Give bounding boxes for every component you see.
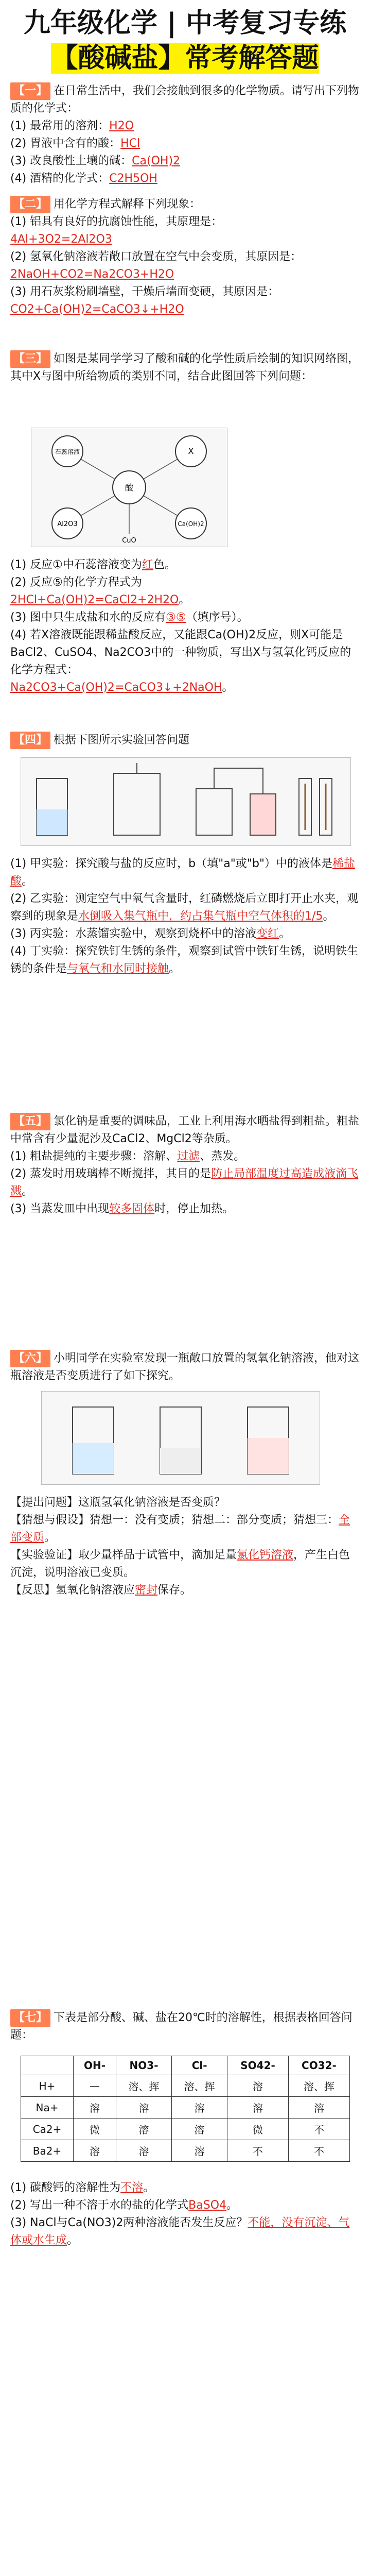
q5-item-tail: 、蒸发。 — [200, 1150, 245, 1163]
q7-item — [10, 2214, 360, 2249]
q1-item-answer: C2H5OH — [109, 172, 157, 185]
q1-tag: 【一】 — [10, 82, 50, 100]
q6-item — [10, 1582, 360, 1599]
table-cell: 溶 — [74, 2140, 116, 2162]
q7-item-tail: 。 — [67, 2234, 79, 2247]
q4-stem — [10, 732, 360, 749]
q3-stem-text: 如图是某同学学习了酸和碱的化学性质后绘制的知识网络图，其中X与图中所给物质的类别不同，结合此图回答下列问题： — [10, 352, 360, 383]
q5-item-answer: 防止局部温度过高造成液滴飞溅 — [10, 1167, 359, 1198]
q7-tag: 【七】 — [10, 2009, 50, 2027]
q2-answer — [10, 301, 360, 318]
q7-item — [10, 2179, 360, 2197]
q4-item-tail: 。 — [22, 875, 33, 888]
q5-item-text: (1) 粗盐提纯的主要步骤：溶解、 — [10, 1150, 178, 1163]
question-6 — [10, 1350, 360, 1385]
q3-tag: 【三】 — [10, 350, 50, 368]
table-cell: 溶 — [172, 2140, 227, 2162]
table-cell: 微 — [74, 2119, 116, 2140]
table-header-cell: SO42- — [227, 2056, 289, 2075]
q3-item-answer: 红 — [142, 558, 153, 571]
question-7 — [10, 2009, 360, 2044]
q5-item-tail: 时，停止加热。 — [154, 1202, 234, 1215]
q7-items — [10, 2179, 360, 2249]
q2-item — [10, 213, 360, 231]
q6-experiment-image — [41, 1391, 320, 1485]
q3-circle-label: Al2O3 — [57, 520, 78, 528]
q4-item — [10, 943, 360, 978]
q7-item-text: (2) 写出一种不溶于水的盐的化学式 — [10, 2199, 189, 2212]
q3-circle-label: Ca(OH)2 — [178, 520, 204, 528]
q4-stem-text: 根据下图所示实验回答问题 — [54, 734, 190, 747]
table-cell: 不 — [227, 2140, 289, 2162]
q4-item — [10, 855, 360, 890]
q1-item-answer: Ca(OH)2 — [132, 155, 181, 167]
table-cell: Ca2+ — [21, 2119, 74, 2140]
q4-item-tail: 。 — [323, 910, 334, 923]
q4-item-answer: 与氧气和水同时接触 — [67, 962, 169, 975]
q4-item — [10, 925, 360, 943]
q2-item-text: (3) 用石灰浆粉刷墙壁，干燥后墙面变硬，其原因是： — [10, 285, 279, 298]
q6-item-text: 【反思】氢氧化钠溶液应 — [10, 1584, 135, 1597]
q2-item-answer: CO2+Ca(OH)2=CaCO3↓+H2O — [10, 303, 184, 316]
q3-item — [10, 679, 360, 697]
q3-items — [10, 556, 360, 697]
q4-item-tail: 。 — [169, 962, 181, 975]
table-header-cell: CO32- — [288, 2056, 349, 2075]
subtitle-text: 【酸碱盐】常考解答题 — [51, 43, 319, 74]
q1-item-text: (1) 最常用的溶剂： — [10, 120, 110, 132]
q5-tag: 【五】 — [10, 1113, 50, 1130]
q1-item-text: (2) 胃液中含有的酸： — [10, 137, 121, 150]
q6-item — [10, 1547, 360, 1582]
q6-item-answer: 氯化钙溶液 — [237, 1549, 294, 1562]
q1-item-answer: HCl — [120, 137, 140, 150]
table-cell: 溶 — [288, 2097, 349, 2119]
q6-item-tail: ，产生白色沉淀，说明溶液已变质。 — [10, 1549, 350, 1579]
q7-stem-text: 下表是部分酸、碱、盐在20℃时的溶解性，根据表格回答问题： — [10, 2011, 353, 2042]
q3-network-diagram — [31, 428, 227, 547]
table-header-cell: OH- — [74, 2056, 116, 2075]
q5-item — [10, 1200, 360, 1218]
table-header-row — [21, 2056, 350, 2075]
table-header-cell — [21, 2056, 74, 2075]
page-subtitle — [10, 41, 360, 75]
table-row — [21, 2075, 350, 2097]
q7-item-answer: 不溶 — [120, 2181, 144, 2194]
q3-circle-label: 酸 — [125, 483, 134, 493]
q6-item — [10, 1512, 360, 1547]
q6-item-tail: 保存。 — [157, 1584, 192, 1597]
q3-item-text: (3) 图中只生成盐和水的反应有 — [10, 611, 166, 624]
question-5 — [10, 1113, 360, 1218]
q3-item — [10, 591, 360, 609]
q4-item-answer: 稀盐酸 — [10, 857, 356, 888]
q2-item-answer: 2NaOH+CO2=Na2CO3+H2O — [10, 268, 174, 281]
table-cell: H+ — [21, 2075, 74, 2097]
q4-item-answer: 水倒吸入集气瓶中，约占集气瓶中空气体积的1/5 — [78, 910, 323, 923]
table-cell: 溶 — [172, 2097, 227, 2119]
q1-stem-text: 在日常生活中，我们会接触到很多的化学物质。请写出下列物质的化学式： — [10, 84, 360, 115]
q2-stem-text: 用化学方程式解释下列现象： — [54, 198, 201, 211]
q5-item-text: (2) 蒸发时用玻璃棒不断搅拌，其目的是 — [10, 1167, 212, 1180]
q3-item — [10, 609, 360, 626]
question-1 — [10, 82, 360, 188]
q4-item — [10, 890, 360, 925]
q7-item-text: (3) NaCl与Ca(NO3)2两种溶液能否发生反应？ — [10, 2216, 248, 2229]
q3-item-text: (1) 反应①中石蕊溶液变为 — [10, 558, 142, 571]
q4-item-text: (4) 丁实验：探究铁钉生锈的条件，观察到试管中铁钉生锈，说明铁生锈的条件是 — [10, 945, 359, 975]
q2-item-text: (1) 铝具有良好的抗腐蚀性能，其原理是： — [10, 215, 223, 228]
table-cell: 溶 — [227, 2097, 289, 2119]
table-cell: 溶 — [172, 2119, 227, 2140]
q3-item — [10, 574, 360, 591]
q3-item-tail: （填序号）。 — [186, 611, 249, 624]
q1-item-text: (4) 酒精的化学式： — [10, 172, 110, 185]
q1-item-answer: H2O — [109, 120, 134, 132]
table-cell: Ba2+ — [21, 2140, 74, 2162]
q7-item-text: (1) 碳酸钙的溶解性为 — [10, 2181, 121, 2194]
q5-stem-text: 氯化钠是重要的调味品，工业上利用海水晒盐得到粗盐。粗盐中常含有少量泥沙及CaCl2、MgCl2等杂质。 — [10, 1115, 360, 1145]
q5-item — [10, 1148, 360, 1165]
table-cell: 溶 — [227, 2075, 289, 2097]
q5-item-tail: 。 — [22, 1185, 33, 1198]
table-cell: 溶、挥 — [288, 2075, 349, 2097]
table-cell: 不 — [288, 2140, 349, 2162]
q4-item-answer: 变红 — [256, 927, 279, 940]
table-cell: 不 — [288, 2119, 349, 2140]
q2-item — [10, 283, 360, 301]
q7-item-answer: 不能，没有沉淀、气体或水生成 — [10, 2216, 350, 2247]
q6-items — [10, 1494, 360, 1599]
q3-item-tail: 色。 — [153, 558, 176, 571]
q4-item-text: (1) 甲实验：探究酸与盐的反应时，b（填"a"或"b"）中的液体是 — [10, 857, 333, 870]
table-cell: 溶、挥 — [116, 2075, 171, 2097]
q5-stem — [10, 1113, 360, 1148]
table-header-cell: Cl- — [172, 2056, 227, 2075]
q2-tag: 【二】 — [10, 196, 50, 213]
q6-stem-text: 小明同学在实验室发现一瓶敞口放置的氢氧化钠溶液，他对这瓶溶液是否变质进行了如下探究。 — [10, 1352, 360, 1382]
q6-stem — [10, 1350, 360, 1385]
table-row — [21, 2097, 350, 2119]
q3-item-text: (2) 反应⑤的化学方程式为 — [10, 576, 142, 589]
q1-item — [10, 135, 360, 152]
page-title: 九年级化学 | 中考复习专练 — [23, 8, 347, 39]
q6-item — [10, 1494, 360, 1512]
q3-item-tail: 。 — [179, 594, 190, 606]
q1-item — [10, 170, 360, 188]
q3-circle-label: CuO — [122, 537, 136, 545]
solubility-table — [21, 2056, 350, 2162]
q7-item — [10, 2197, 360, 2214]
table-cell: Na+ — [21, 2097, 74, 2119]
q2-item-text: (2) 氢氧化钠溶液若敞口放置在空气中会变质，其原因是： — [10, 250, 302, 263]
q3-circle-label: X — [188, 446, 194, 456]
q4-item-text: (2) 乙实验：测定空气中氧气含量时，红磷燃烧后立即打开止水夹，观察到的现象是 — [10, 892, 359, 923]
q5-item — [10, 1165, 360, 1200]
q2-item-answer: 4Al+3O2=2Al2O3 — [10, 233, 112, 246]
q3-item — [10, 556, 360, 574]
table-cell: 溶、挥 — [172, 2075, 227, 2097]
table-header-cell: NO3- — [116, 2056, 171, 2075]
question-2 — [10, 196, 360, 318]
q7-item-answer: BaSO4 — [188, 2199, 227, 2212]
q6-item-tail: 。 — [44, 1531, 56, 1544]
q2-stem — [10, 196, 360, 213]
q3-item-answer: Na2CO3+Ca(OH)2=CaCO3↓+2NaOH — [10, 681, 222, 694]
table-cell: 溶 — [116, 2140, 171, 2162]
q1-stem — [10, 82, 360, 117]
table-cell: 溶 — [116, 2097, 171, 2119]
q4-apparatus-image — [21, 757, 351, 846]
q7-item-tail: 。 — [143, 2181, 155, 2194]
table-row — [21, 2140, 350, 2162]
q7-stem — [10, 2009, 360, 2044]
q2-item — [10, 248, 360, 266]
q6-tag: 【六】 — [10, 1350, 50, 1367]
q5-item-answer: 较多固体 — [109, 1202, 155, 1215]
q6-item-text: 【猜想与假设】猜想一：没有变质；猜想二：部分变质；猜想三： — [10, 1514, 339, 1527]
table-cell: 溶 — [116, 2119, 171, 2140]
table-row — [21, 2119, 350, 2140]
q5-item-answer: 过滤 — [177, 1150, 200, 1163]
table-cell: 溶 — [74, 2097, 116, 2119]
q6-item-answer: 全部变质 — [10, 1514, 350, 1544]
question-3 — [10, 350, 360, 385]
question-4 — [10, 732, 360, 749]
q2-answer — [10, 231, 360, 248]
q3-item-tail: 。 — [222, 681, 234, 694]
q6-item-answer: 密封 — [135, 1584, 158, 1597]
q6-item-text: 【提出问题】这瓶氢氧化钠溶液是否变质？ — [10, 1496, 226, 1509]
q4-item-text: (3) 丙实验：水蒸馏实验中，观察到烧杯中的溶液 — [10, 927, 257, 940]
table-cell: — — [74, 2075, 116, 2097]
q4-item-tail: 。 — [279, 927, 291, 940]
q7-item-tail: 。 — [226, 2199, 238, 2212]
q3-stem — [10, 350, 360, 385]
q1-item — [10, 152, 360, 170]
q3-item-answer: ③⑤ — [166, 611, 186, 624]
q6-item-text: 【实验验证】取少量样品于试管中，滴加足量 — [10, 1549, 237, 1562]
q1-item — [10, 117, 360, 135]
q3-item — [10, 626, 360, 679]
q3-circle-label: 石蕊溶液 — [55, 448, 80, 455]
q4-tag: 【四】 — [10, 732, 50, 749]
q3-item-text: (4) 若X溶液既能跟稀盐酸反应，又能跟Ca(OH)2反应，则X可能是BaCl2、CuSO4、Na2CO3中的一种物质，写出X与氢氧化钙反应的化学方程式： — [10, 629, 351, 676]
q3-item-answer: 2HCl+Ca(OH)2=CaCl2+2H2O — [10, 594, 179, 606]
q1-item-text: (3) 改良酸性土壤的碱： — [10, 155, 132, 167]
q4-items — [10, 855, 360, 978]
q5-item-text: (3) 当蒸发皿中出现 — [10, 1202, 110, 1215]
table-cell: 微 — [227, 2119, 289, 2140]
q2-answer — [10, 266, 360, 283]
